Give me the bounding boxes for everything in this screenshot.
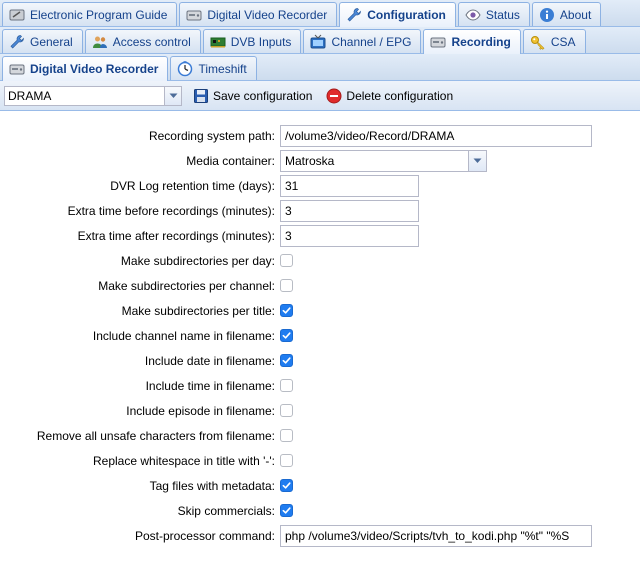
delete-icon [326, 88, 342, 104]
extra-after-input[interactable]: 3 [280, 225, 419, 247]
tab-access-control[interactable] [85, 29, 201, 53]
tab-label: Access control [112, 34, 191, 49]
extra-after-label: Extra time after recordings (minutes): [77, 228, 275, 243]
tab-digital-video-recorder[interactable] [179, 2, 337, 26]
date-in-filename-label: Include date in filename: [144, 353, 275, 368]
tab-label: Timeshift [198, 61, 247, 76]
dvr-icon [9, 61, 25, 77]
checkmark-icon [282, 331, 291, 340]
recording-tabbar [0, 54, 640, 81]
subdir-per-title-checkbox[interactable] [280, 304, 293, 317]
clock-icon [177, 61, 193, 77]
recording-path-row [0, 123, 640, 148]
replace-whitespace-label: Replace whitespace in title with '-': [93, 453, 275, 468]
delete-configuration-label: Delete configuration [346, 88, 454, 103]
info-icon [539, 7, 555, 23]
config-tabbar [0, 27, 640, 54]
dvr-config-form [0, 111, 640, 548]
time-in-filename-checkbox[interactable] [280, 379, 293, 392]
key-icon [530, 34, 546, 50]
wrench-icon [346, 7, 362, 23]
checkmark-icon [282, 306, 291, 315]
eye-icon [465, 7, 481, 23]
post-processor-input[interactable]: php /volume3/video/Scripts/tvh_to_kodi.php "%t" "%S [280, 525, 592, 547]
extra-after-row [0, 223, 640, 248]
media-container-value: Matroska [285, 153, 335, 168]
users-icon [92, 34, 108, 50]
subdir-per-title-row [0, 298, 640, 323]
channel-name-in-filename-row [0, 323, 640, 348]
tab-label: Digital Video Recorder [207, 7, 328, 22]
tab-label: DVB Inputs [230, 34, 292, 49]
save-icon [193, 88, 209, 104]
tab-recording-dvr[interactable] [2, 56, 168, 81]
tab-status[interactable] [458, 2, 530, 26]
post-processor-row [0, 523, 640, 548]
tab-label: Recording [451, 35, 511, 49]
tab-recording[interactable] [423, 29, 520, 54]
log-retention-input[interactable]: 31 [280, 175, 419, 197]
tag-metadata-row [0, 473, 640, 498]
tab-label: Channel / EPG [331, 34, 412, 49]
tab-label: Status [485, 7, 520, 22]
extra-before-input[interactable]: 3 [280, 200, 419, 222]
tab-label: About [559, 7, 592, 22]
remove-unsafe-chars-row [0, 423, 640, 448]
extra-before-label: Extra time before recordings (minutes): [67, 203, 275, 218]
subdir-per-day-label: Make subdirectories per day: [120, 253, 275, 268]
subdir-per-day-row [0, 248, 640, 273]
subdir-per-day-checkbox[interactable] [280, 254, 293, 267]
channel-name-in-filename-label: Include channel name in filename: [92, 328, 275, 343]
subdir-per-channel-row [0, 273, 640, 298]
recording-path-label: Recording system path: [148, 128, 275, 143]
channel-name-in-filename-checkbox[interactable] [280, 329, 293, 342]
dvr-toolbar [0, 81, 640, 111]
subdir-per-title-label: Make subdirectories per title: [121, 303, 275, 318]
checkmark-icon [282, 506, 291, 515]
log-retention-row [0, 173, 640, 198]
dvr-profile-select[interactable] [4, 86, 182, 106]
wrench-icon [9, 34, 25, 50]
replace-whitespace-checkbox[interactable] [280, 454, 293, 467]
tag-metadata-label: Tag files with metadata: [149, 478, 275, 493]
tab-general[interactable] [2, 29, 83, 53]
subdir-per-channel-label: Make subdirectories per channel: [98, 278, 275, 293]
log-retention-label: DVR Log retention time (days): [110, 178, 275, 193]
replace-whitespace-row [0, 448, 640, 473]
skip-commercials-label: Skip commercials: [177, 503, 275, 518]
dvr-icon [430, 34, 446, 50]
save-configuration-label: Save configuration [213, 88, 313, 103]
media-container-select[interactable] [280, 150, 487, 172]
tab-about[interactable] [532, 2, 601, 26]
episode-in-filename-row [0, 398, 640, 423]
remove-unsafe-chars-checkbox[interactable] [280, 429, 293, 442]
delete-configuration-button[interactable] [323, 86, 456, 106]
recording-path-input[interactable]: /volume3/video/Record/DRAMA [280, 125, 592, 147]
tv-guide-icon [9, 7, 25, 23]
tab-csa[interactable] [523, 29, 586, 53]
main-tabbar [0, 0, 640, 27]
skip-commercials-row [0, 498, 640, 523]
tv-icon [310, 34, 326, 50]
date-in-filename-checkbox[interactable] [280, 354, 293, 367]
chevron-down-icon[interactable] [164, 87, 181, 105]
chevron-down-icon[interactable] [468, 151, 486, 171]
media-container-row [0, 148, 640, 173]
checkmark-icon [282, 356, 291, 365]
tab-label: CSA [550, 34, 576, 49]
save-configuration-button[interactable] [190, 86, 315, 106]
extra-before-row [0, 198, 640, 223]
tab-electronic-program-guide[interactable] [2, 2, 177, 26]
media-container-label: Media container: [186, 153, 275, 168]
tab-label: Electronic Program Guide [30, 7, 168, 22]
tab-label: Configuration [367, 8, 446, 22]
episode-in-filename-checkbox[interactable] [280, 404, 293, 417]
dvr-icon [186, 7, 202, 23]
dvr-profile-value: DRAMA [8, 88, 52, 103]
tab-channel-epg[interactable] [303, 29, 421, 53]
tag-metadata-checkbox[interactable] [280, 479, 293, 492]
remove-unsafe-chars-label: Remove all unsafe characters from filename: [36, 428, 275, 443]
time-in-filename-row [0, 373, 640, 398]
time-in-filename-label: Include time in filename: [145, 378, 275, 393]
dvb-card-icon [210, 34, 226, 50]
tab-configuration[interactable] [339, 2, 456, 27]
checkmark-icon [282, 481, 291, 490]
checkbox-group [0, 248, 640, 523]
episode-in-filename-label: Include episode in filename: [126, 403, 275, 418]
date-in-filename-row [0, 348, 640, 373]
skip-commercials-checkbox[interactable] [280, 504, 293, 517]
post-processor-label: Post-processor command: [134, 528, 275, 543]
tab-timeshift[interactable] [170, 56, 256, 80]
tab-dvb-inputs[interactable] [203, 29, 302, 53]
tab-label: General [30, 34, 73, 49]
tab-label: Digital Video Recorder [30, 62, 159, 76]
subdir-per-channel-checkbox[interactable] [280, 279, 293, 292]
